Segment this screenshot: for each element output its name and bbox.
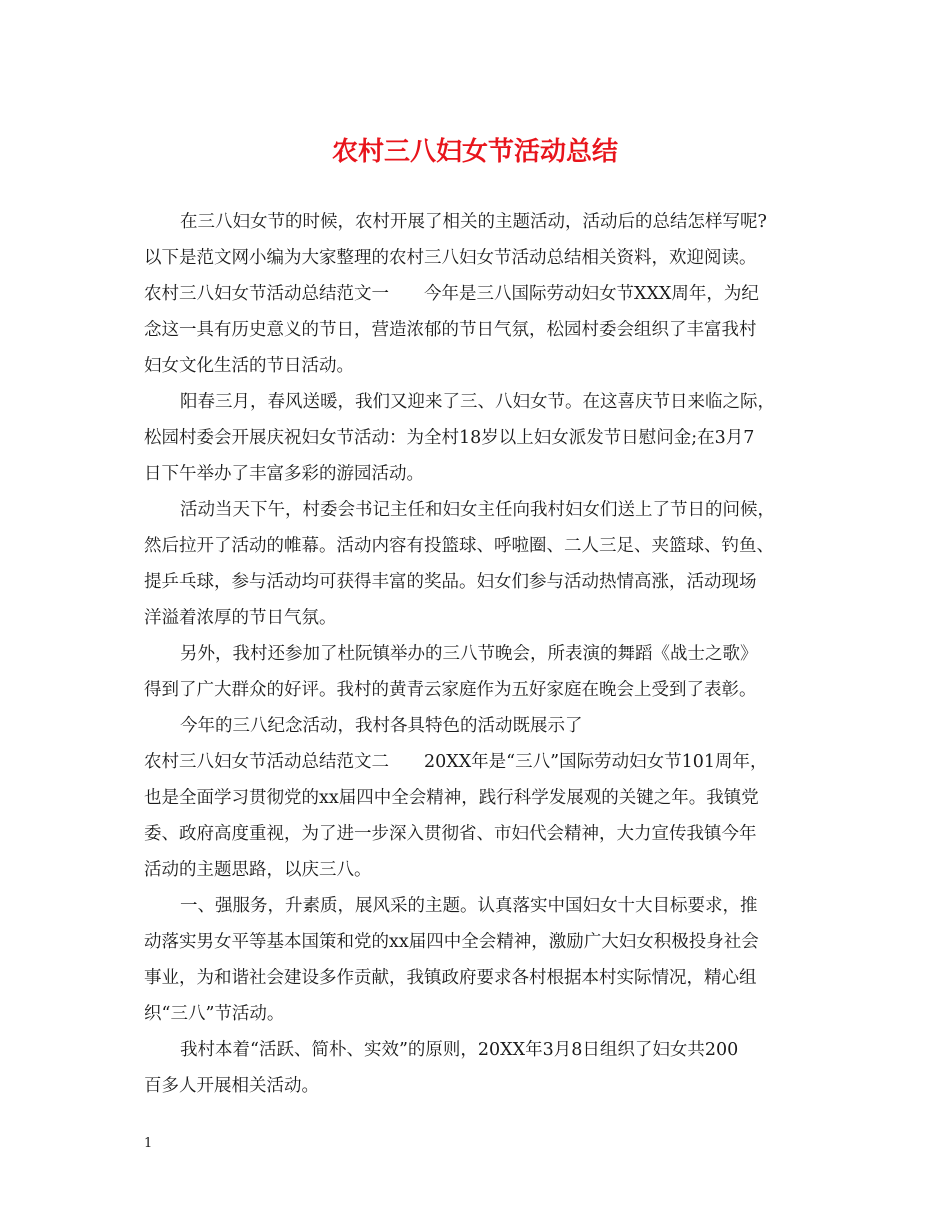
text-line: 另外，我村还参加了杜阮镇举办的三八节晚会，所表演的舞蹈《战士之歌》 [180, 644, 758, 664]
text-line: 事业，为和谐社会建设多作贡献，我镇政府要求各村根据本村实际情况，精心组 [144, 968, 757, 988]
document-title: 农村三八妇女节活动总结 [331, 137, 618, 167]
text-line: 我村本着“活跃、简朴、实效”的原则，20XX年3月8日组织了妇女共200 [180, 1040, 739, 1060]
text-line: 阳春三月，春风送暖，我们又迎来了三、八妇女节。在这喜庆节日来临之际， [180, 392, 775, 412]
text-line: 一、强服务，升素质，展风采的主题。认真落实中国妇女十大目标要求，推 [180, 896, 758, 916]
text-line: 农村三八妇女节活动总结范文一 今年是三八国际劳动妇女节XXX周年，为纪 [144, 284, 759, 304]
text-line: 念这一具有历史意义的节日，营造浓郁的节日气氛，松园村委会组织了丰富我村 [144, 320, 757, 340]
text-line: 也是全面学习贯彻党的xx届四中全会精神，践行科学发展观的关键之年。我镇党 [144, 788, 759, 808]
text-line: 洋溢着浓厚的节日气氛。 [144, 608, 337, 628]
text-line: 活动当天下午，村委会书记主任和妇女主任向我村妇女们送上了节日的问候， [180, 500, 775, 520]
text-line: 百多人开展相关活动。 [144, 1076, 319, 1096]
text-line: 以下是范文网小编为大家整理的农村三八妇女节活动总结相关资料，欢迎阅读。 [144, 248, 757, 268]
text-line: 动落实男女平等基本国策和党的xx届四中全会精神，激励广大妇女积极投身社会 [144, 932, 759, 952]
text-line: 在三八妇女节的时候，农村开展了相关的主题活动，活动后的总结怎样写呢? [180, 212, 767, 232]
text-line: 日下午举办了丰富多彩的游园活动。 [144, 464, 424, 484]
text-line: 提乒乓球，参与活动均可获得丰富的奖品。妇女们参与活动热情高涨，活动现场 [144, 572, 757, 592]
text-line: 今年的三八纪念活动，我村各具特色的活动既展示了 [180, 716, 583, 736]
text-line: 活动的主题思路，以庆三八。 [144, 860, 372, 880]
text-line: 委、政府高度重视，为了进一步深入贯彻省、市妇代会精神，大力宣传我镇今年 [144, 824, 757, 844]
text-line: 然后拉开了活动的帷幕。活动内容有投篮球、呼啦圈、二人三足、夹篮球、钓鱼、 [144, 536, 774, 556]
text-line: 得到了广大群众的好评。我村的黄青云家庭作为五好家庭在晚会上受到了表彰。 [144, 680, 757, 700]
page-number: 1 [144, 1136, 153, 1151]
text-line: 农村三八妇女节活动总结范文二 20XX年是“三八”国际劳动妇女节101周年， [144, 752, 768, 772]
text-line: 妇女文化生活的节日活动。 [144, 356, 354, 376]
text-line: 织“三八”节活动。 [144, 1004, 285, 1024]
text-line: 松园村委会开展庆祝妇女节活动：为全村18岁以上妇女派发节日慰问金;在3月7 [144, 428, 755, 448]
